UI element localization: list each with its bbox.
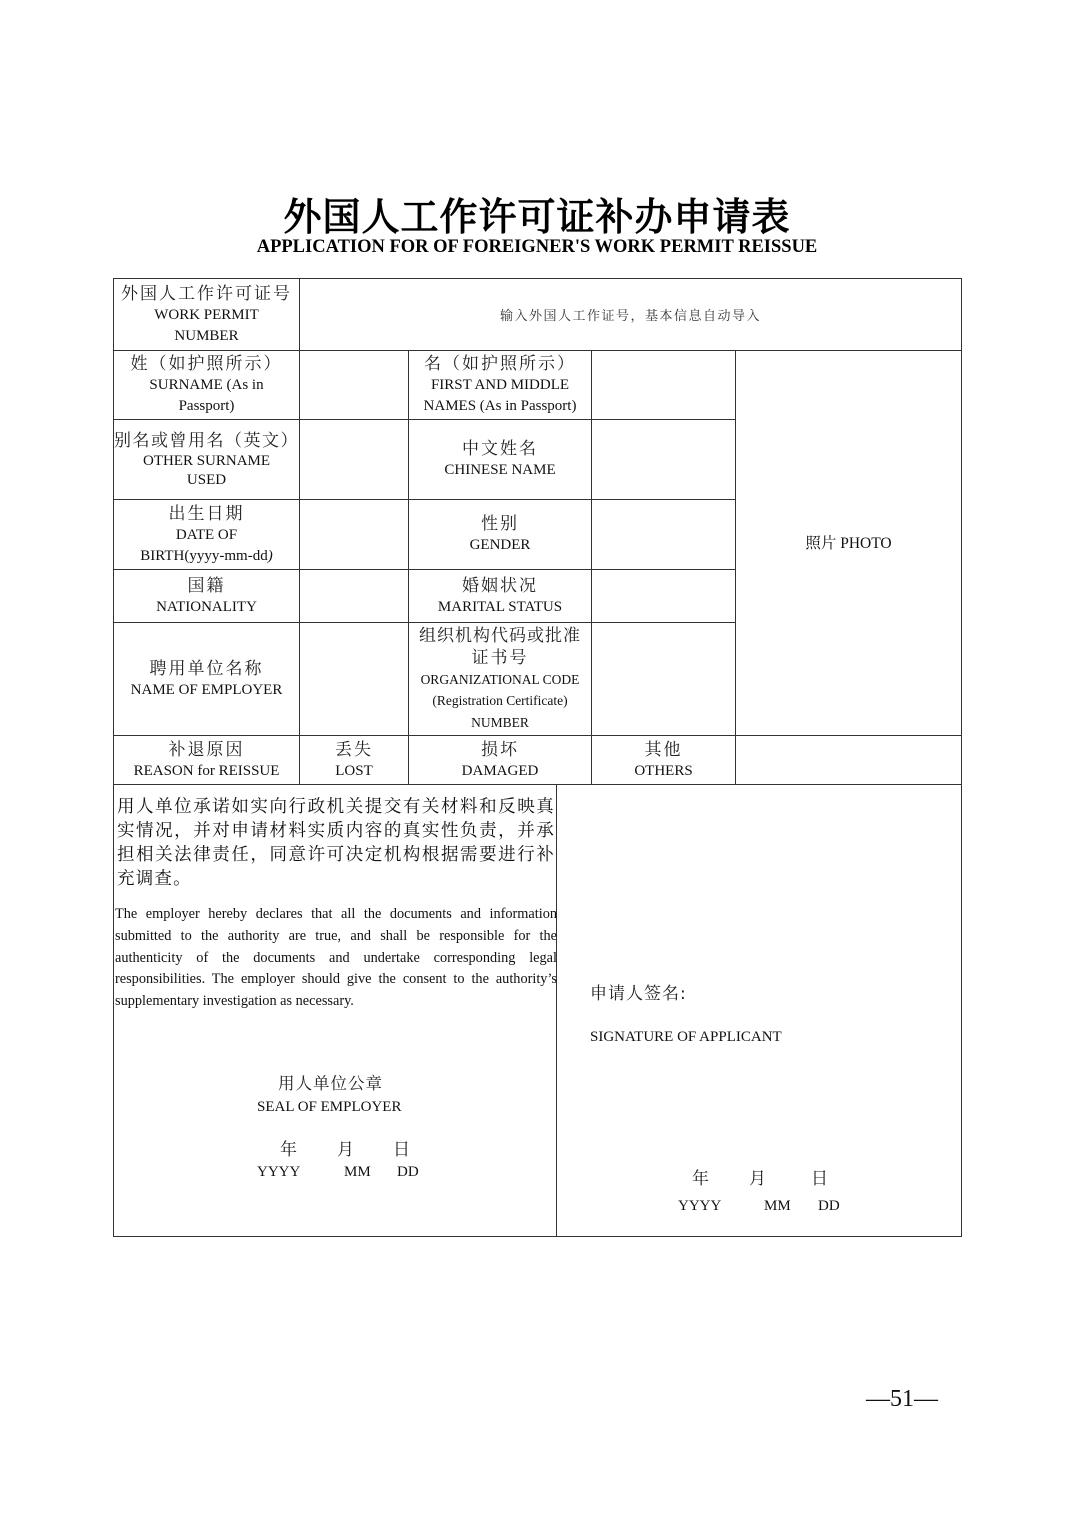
- dob-input[interactable]: [299, 499, 409, 570]
- dob-label-en-1: DATE OF: [175, 526, 238, 543]
- work-permit-label-cn: 外国人工作许可证号: [121, 283, 292, 304]
- reason-others-cn: 其他: [644, 739, 683, 760]
- work-permit-label-en-2: NUMBER: [174, 327, 239, 344]
- seal-date-day-cn: 日: [393, 1140, 412, 1160]
- surname-label-en-1: SURNAME (As in: [149, 377, 264, 393]
- signature-label-en: SIGNATURE OF APPLICANT: [590, 1029, 782, 1045]
- reason-damaged-en: DAMAGED: [461, 762, 539, 779]
- employer-label-en: NAME OF EMPLOYER: [130, 681, 283, 698]
- reason-lost-cn: 丢失: [335, 739, 373, 760]
- seal-date-month-cn: 月: [337, 1140, 356, 1160]
- reason-others-input[interactable]: [735, 735, 962, 785]
- page-number: —51—: [866, 1386, 938, 1412]
- dob-label-cell: [113, 499, 300, 570]
- other-surname-label-cell: [113, 419, 300, 500]
- reason-label-cn: 补退原因: [168, 739, 245, 760]
- signature-date-day-en: DD: [818, 1198, 840, 1214]
- marital-label-cell: [408, 569, 592, 623]
- org-code-label-cn-1: 组织机构代码或批准: [419, 625, 581, 646]
- declaration-text-en: The employer hereby declares that all the documents and information submitted to the authority are true, and shall be responsible for the authenticity of the documents and undertake corresponding legal responsibilities. The employer should give the consent to the authority’s supplementary investigation as necessary.: [115, 906, 557, 1010]
- seal-label-en: SEAL OF EMPLOYER: [257, 1099, 402, 1115]
- declaration-text-cn: 用人单位承诺如实向行政机关提交有关材料和反映真实情况，并对申请材料实质内容的真实性负责，并承担相关法律责任，同意许可决定机构根据需要进行补充调查。: [117, 797, 555, 889]
- form-title-cn: 外国人工作许可证补办申请表: [283, 195, 791, 239]
- org-code-input[interactable]: [591, 622, 736, 736]
- signature-date-month-cn: 月: [749, 1169, 768, 1189]
- work-permit-label-en-1: WORK PERMIT: [154, 306, 259, 323]
- signature-date-month-en: MM: [764, 1198, 791, 1214]
- seal-date-month-en: MM: [344, 1164, 371, 1180]
- reason-damaged-cn: 损坏: [481, 739, 519, 760]
- gender-input[interactable]: [591, 499, 736, 570]
- work-permit-placeholder: 输入外国人工作证号，基本信息自动导入: [499, 309, 761, 324]
- photo-box[interactable]: [735, 350, 962, 736]
- seal-date-day-en: DD: [397, 1164, 419, 1180]
- dob-label-cn: 出生日期: [168, 503, 245, 524]
- gender-label-cn: 性别: [481, 514, 519, 534]
- first-name-label-cn: 名（如护照所示）: [424, 354, 576, 374]
- gender-label-cell: [408, 499, 592, 570]
- signature-date-year-en: YYYY: [678, 1198, 722, 1214]
- surname-label-en-2: Passport): [178, 398, 235, 414]
- other-surname-input[interactable]: [299, 419, 409, 500]
- employer-label-cell: [113, 622, 300, 736]
- reason-others-en: OTHERS: [634, 762, 693, 779]
- form-title-en: APPLICATION FOR OF FOREIGNER'S WORK PERMIT REISSUE: [256, 237, 818, 257]
- seal-label-cn: 用人单位公章: [278, 1074, 383, 1093]
- signature-date-day-cn: 日: [811, 1169, 830, 1189]
- gender-label-en: GENDER: [469, 537, 531, 553]
- other-surname-label-cn: 别名或曾用名（英文）: [114, 430, 299, 451]
- photo-label: 照片 PHOTO: [805, 534, 892, 552]
- dob-label-en-2: BIRTH(yyyy-mm-dd: [140, 547, 268, 564]
- org-code-label-en-1: ORGANIZATIONAL CODE: [420, 671, 580, 687]
- seal-date-year-en: YYYY: [257, 1164, 301, 1180]
- org-code-label-cn-2: 证书号: [471, 647, 529, 668]
- employer-input[interactable]: [299, 622, 409, 736]
- org-code-label-cell: [408, 622, 592, 736]
- reason-label-en: REASON for REISSUE: [133, 762, 280, 779]
- employer-label-cn: 聘用单位名称: [149, 658, 264, 679]
- nationality-label-en: NATIONALITY: [156, 598, 257, 615]
- signature-label-cn: 申请人签名:: [590, 984, 687, 1004]
- first-name-input[interactable]: [591, 350, 736, 420]
- other-surname-label-en-2: USED: [186, 471, 227, 488]
- first-name-label-en-1: FIRST AND MIDDLE: [430, 377, 570, 393]
- org-code-label-en-3: NUMBER: [471, 714, 529, 730]
- org-code-label-en-2: (Registration Certificate): [432, 693, 568, 709]
- dob-label-en-paren: ): [267, 547, 273, 564]
- work-permit-number-input[interactable]: [299, 278, 962, 351]
- marital-label-cn: 婚姻状况: [462, 575, 538, 596]
- work-permit-label-cell: [113, 278, 300, 351]
- signature-date-year-cn: 年: [692, 1169, 711, 1189]
- chinese-name-label-en: CHINESE NAME: [444, 462, 556, 478]
- chinese-name-label-cn: 中文姓名: [462, 439, 538, 459]
- marital-input[interactable]: [591, 569, 736, 623]
- reason-option-lost[interactable]: [299, 735, 409, 785]
- chinese-name-label-cell: [408, 419, 592, 500]
- nationality-label-cell: [113, 569, 300, 623]
- dob-label-en-2-wrap: [140, 546, 272, 567]
- surname-input[interactable]: [299, 350, 409, 420]
- other-surname-label-en-1: OTHER SURNAME: [142, 452, 271, 469]
- surname-label-cell: [113, 350, 300, 420]
- seal-date-year-cn: 年: [280, 1140, 299, 1160]
- reason-lost-en: LOST: [335, 762, 373, 779]
- first-name-label-en-2: NAMES (As in Passport): [423, 398, 577, 414]
- chinese-name-input[interactable]: [591, 419, 736, 500]
- reason-label-cell: [113, 735, 300, 785]
- reason-option-others[interactable]: [591, 735, 736, 785]
- marital-label-en: MARITAL STATUS: [437, 598, 563, 615]
- first-name-label-cell: [408, 350, 592, 420]
- surname-label-cn: 姓（如护照所示）: [130, 354, 283, 374]
- nationality-label-cn: 国籍: [187, 575, 226, 596]
- nationality-input[interactable]: [299, 569, 409, 623]
- reason-option-damaged[interactable]: [408, 735, 592, 785]
